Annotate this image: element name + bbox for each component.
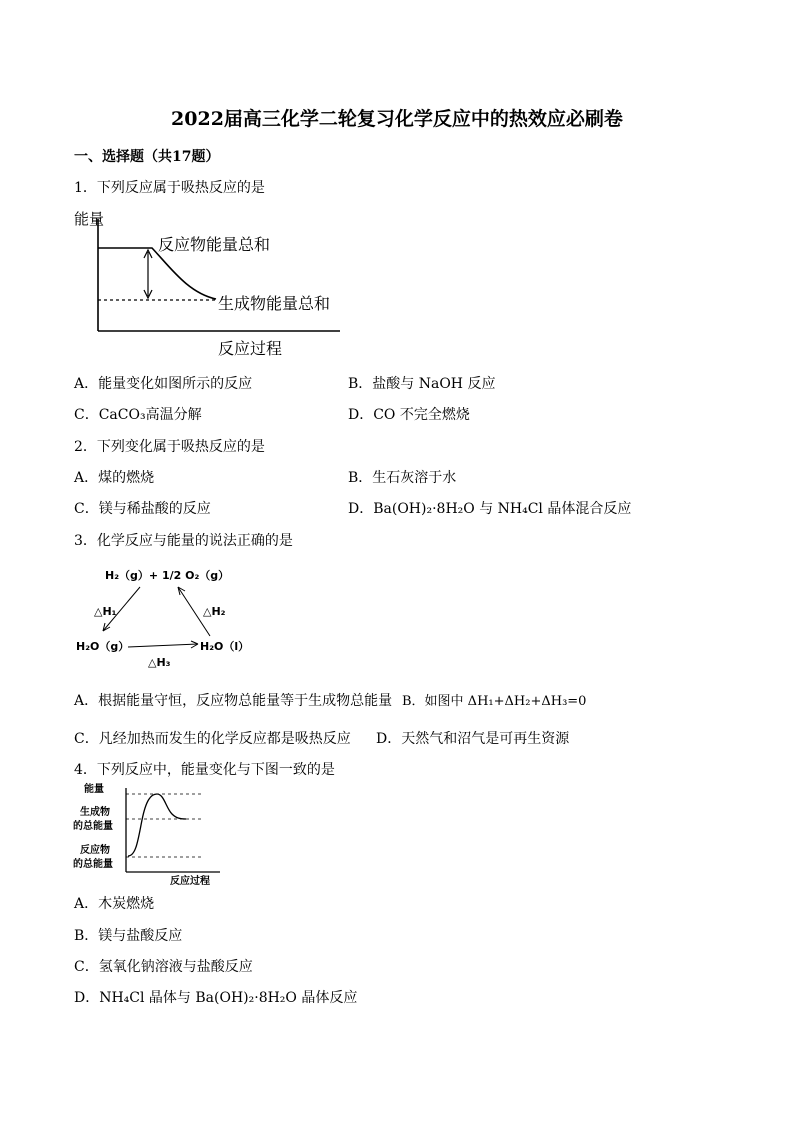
q2-option-b[interactable]: B．生石灰溶于水 <box>348 470 457 486</box>
q4-option-b[interactable]: B．镁与盐酸反应 <box>74 928 183 944</box>
q1-stem: 1．下列反应属于吸热反应的是 <box>74 180 265 196</box>
q4-product-label-1: 生成物 <box>80 807 110 818</box>
q4-x-label: 反应过程 <box>170 876 210 887</box>
q3-top-species: H₂（g）+ 1/2 O₂（g） <box>105 569 230 582</box>
q1-option-a[interactable]: A．能量变化如图所示的反应 <box>74 376 253 392</box>
q1-product-label: 生成物能量总和 <box>218 294 331 313</box>
q3-left-species: H₂O（g） <box>76 640 130 653</box>
q1-option-b[interactable]: B．盐酸与 NaOH 反应 <box>348 376 496 392</box>
q1-reactant-label: 反应物能量总和 <box>158 235 271 254</box>
section-heading: 一、选择题（共17题） <box>74 149 220 165</box>
q1-option-d[interactable]: D．CO 不完全燃烧 <box>348 407 470 423</box>
q4-option-c[interactable]: C．氢氧化钠溶液与盐酸反应 <box>74 959 253 975</box>
q4-energy-curve <box>128 794 186 856</box>
q4-stem: 4．下列反应中，能量变化与下图一致的是 <box>74 762 335 778</box>
q2-option-a[interactable]: A．煤的燃烧 <box>74 470 155 486</box>
q2-option-d[interactable]: D．Ba(OH)₂·8H₂O 与 NH₄Cl 晶体混合反应 <box>348 501 632 517</box>
q3-dh3-label: △H₃ <box>148 656 171 669</box>
q3-dh2-label: △H₂ <box>203 605 226 618</box>
q3-arrow-dh3 <box>128 644 198 647</box>
q3-option-a[interactable]: A．根据能量守恒，反应物总能量等于生成物总能量 <box>74 693 393 709</box>
page-title: 2022届高三化学二轮复习化学反应中的热效应必刷卷 <box>171 108 623 130</box>
q4-option-a[interactable]: A．木炭燃烧 <box>74 896 155 912</box>
q4-reactant-label-2: 的总能量 <box>73 859 113 870</box>
q4-reactant-label-1: 反应物 <box>80 845 110 856</box>
q1-energy-diagram <box>70 205 350 360</box>
q3-option-b[interactable]: B．如图中 ΔH₁+ΔH₂+ΔH₃=0 <box>402 694 587 709</box>
q2-option-c[interactable]: C．镁与稀盐酸的反应 <box>74 501 211 517</box>
q1-x-label: 反应过程 <box>218 339 283 358</box>
q4-energy-diagram <box>70 780 230 890</box>
q3-stem: 3．化学反应与能量的说法正确的是 <box>74 533 293 549</box>
q3-dh1-label: △H₁ <box>94 605 117 618</box>
q3-option-d[interactable]: D．天然气和沼气是可再生资源 <box>376 731 570 747</box>
q3-option-c[interactable]: C．凡经加热而发生的化学反应都是吸热反应 <box>74 731 351 747</box>
q1-y-label-1: 能量 <box>74 210 105 228</box>
q1-energy-curve <box>98 248 216 299</box>
q4-option-d[interactable]: D．NH₄Cl 晶体与 Ba(OH)₂·8H₂O 晶体反应 <box>74 990 358 1006</box>
q2-stem: 2．下列变化属于吸热反应的是 <box>74 439 265 455</box>
q3-hess-cycle-diagram <box>70 560 260 672</box>
q3-right-species: H₂O（l） <box>200 640 250 653</box>
q4-product-label-2: 的总能量 <box>73 821 113 832</box>
q1-option-c[interactable]: C．CaCO₃高温分解 <box>74 407 202 423</box>
q4-y-label: 能量 <box>84 784 104 795</box>
